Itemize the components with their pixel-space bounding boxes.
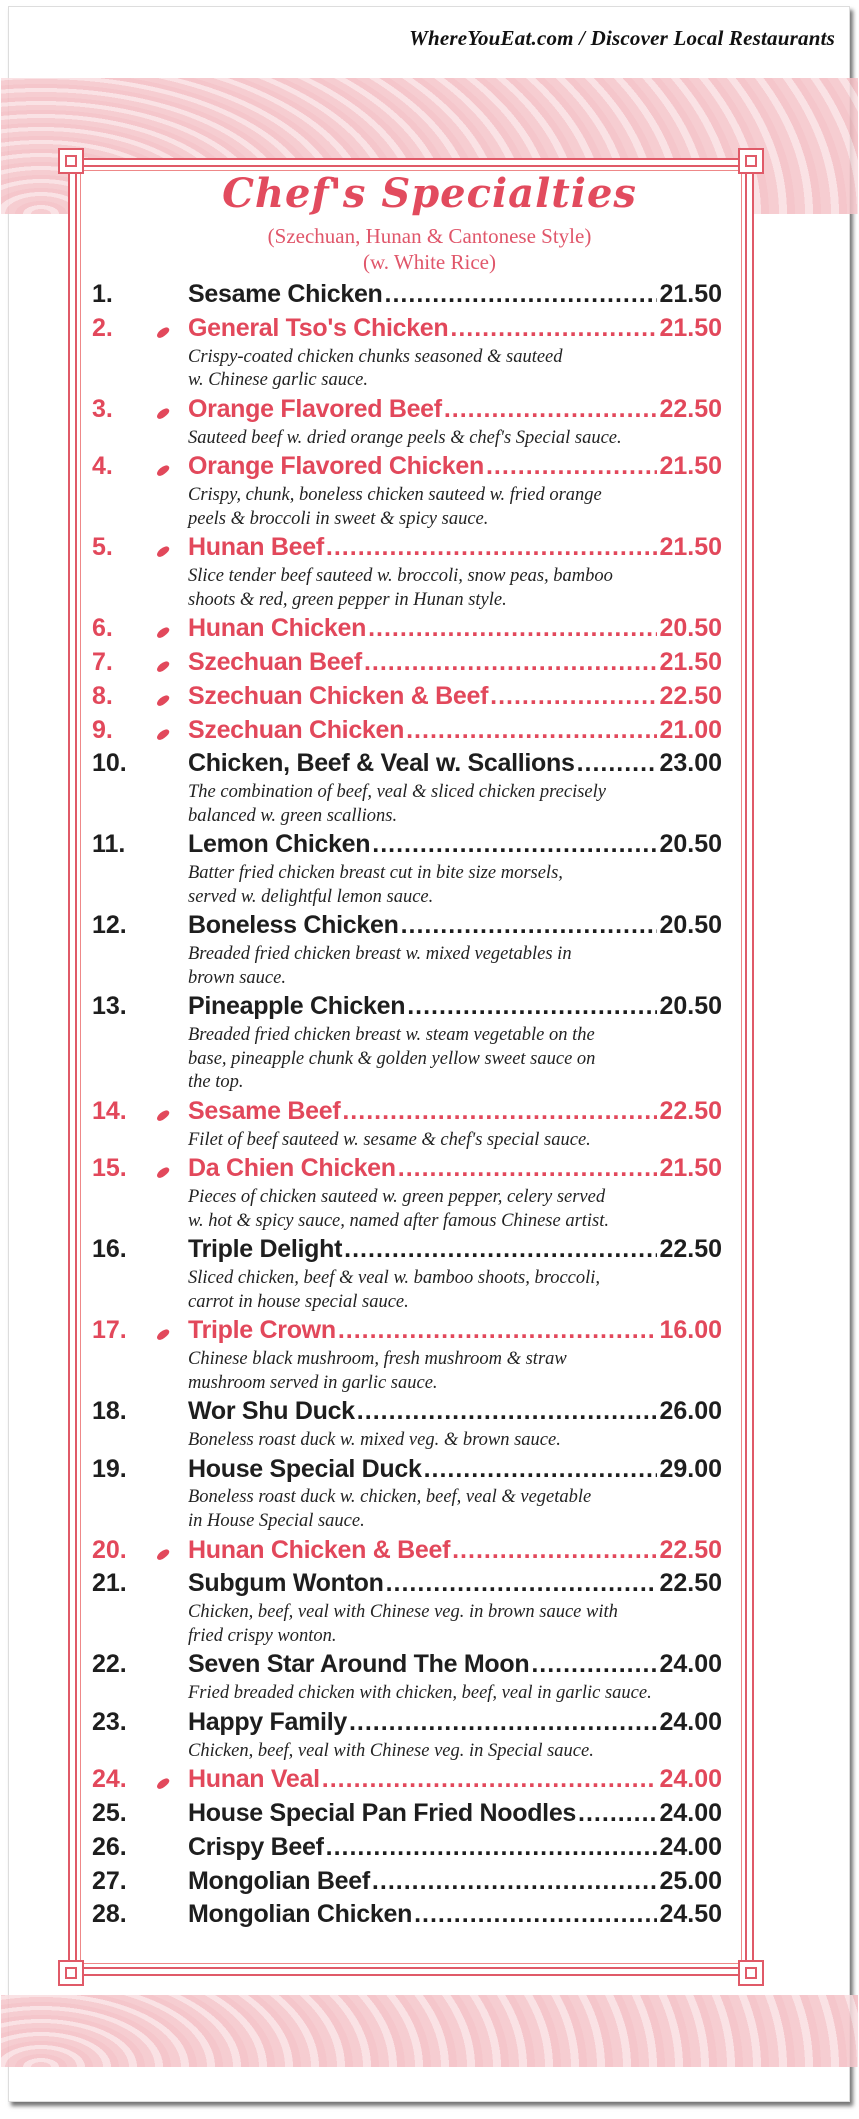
dot-leader bbox=[407, 990, 657, 1024]
item-price: 25.00 bbox=[659, 1866, 722, 1895]
dot-leader bbox=[338, 1314, 658, 1348]
item-number: 9. bbox=[92, 715, 113, 744]
dot-leader bbox=[368, 612, 657, 646]
frame-corner-ornament bbox=[738, 148, 764, 174]
item-name: Szechuan Beef bbox=[188, 647, 362, 676]
item-price: 24.00 bbox=[659, 1650, 722, 1679]
item-price: 22.50 bbox=[659, 1535, 722, 1564]
item-number: 7. bbox=[92, 647, 113, 676]
item-description: Fried breaded chicken with chicken, beef, veal in garlic sauce. bbox=[188, 1683, 652, 1704]
menu-item-row bbox=[92, 612, 722, 646]
item-number: 8. bbox=[92, 681, 113, 710]
item-price: 22.50 bbox=[659, 1569, 722, 1598]
menu-list bbox=[92, 278, 722, 1932]
dot-leader bbox=[386, 1567, 658, 1601]
dot-leader bbox=[326, 531, 658, 565]
item-name: General Tso's Chicken bbox=[188, 313, 449, 342]
menu-item-row bbox=[92, 828, 722, 862]
item-number: 17. bbox=[92, 1316, 127, 1345]
menu-item bbox=[92, 612, 722, 646]
menu-item-row bbox=[92, 1648, 722, 1682]
menu-item-row bbox=[92, 680, 722, 714]
item-name: House Special Duck bbox=[188, 1454, 422, 1483]
dot-leader bbox=[450, 312, 657, 346]
menu-item bbox=[92, 1233, 722, 1314]
item-price: 22.50 bbox=[659, 1235, 722, 1264]
item-description: Sliced chicken, beef & veal w. bamboo shoots, broccoli, bbox=[188, 1268, 601, 1289]
hot-pepper-icon bbox=[156, 1316, 188, 1350]
item-description: Chicken, beef, veal with Chinese veg. in Special sauce. bbox=[188, 1740, 594, 1761]
item-name: Orange Flavored Chicken bbox=[188, 452, 484, 481]
item-price: 20.50 bbox=[659, 911, 722, 940]
dot-leader bbox=[490, 680, 657, 714]
item-description: Pieces of chicken sauteed w. green pepper, celery served bbox=[188, 1187, 606, 1208]
item-price: 23.00 bbox=[659, 749, 722, 778]
item-description: peels & broccoli in sweet & spicy sauce. bbox=[188, 508, 489, 529]
item-price: 21.50 bbox=[659, 280, 722, 308]
menu-item bbox=[92, 990, 722, 1095]
hot-pepper-icon bbox=[156, 648, 188, 682]
dot-leader bbox=[364, 646, 658, 680]
site-watermark: WhereYouEat.com / Discover Local Restaurants bbox=[409, 26, 835, 50]
item-name: Hunan Chicken & Beef bbox=[188, 1535, 451, 1564]
hot-pepper-icon bbox=[156, 314, 188, 348]
item-price: 22.50 bbox=[659, 1096, 722, 1125]
item-description: Crispy, chunk, boneless chicken sauteed w. fried orange bbox=[188, 484, 602, 505]
dot-leader bbox=[372, 1865, 658, 1899]
item-name: Hunan Veal bbox=[188, 1765, 320, 1794]
hot-pepper-icon bbox=[156, 1154, 188, 1188]
section-subtitle: (Szechuan, Hunan & Cantonese Style) bbox=[267, 224, 592, 248]
item-price: 20.50 bbox=[659, 830, 722, 859]
hot-pepper-icon bbox=[156, 1536, 188, 1570]
item-number: 11. bbox=[92, 830, 126, 859]
item-description: Chinese black mushroom, fresh mushroom & straw bbox=[188, 1349, 567, 1370]
menu-item-row bbox=[92, 747, 722, 781]
hot-pepper-icon bbox=[156, 533, 188, 567]
dot-leader bbox=[322, 1763, 658, 1797]
item-price: 16.00 bbox=[659, 1316, 722, 1345]
item-description: Boneless roast duck w. mixed veg. & brown sauce. bbox=[188, 1430, 561, 1450]
item-number: 28. bbox=[92, 1900, 127, 1929]
item-name: Szechuan Chicken bbox=[188, 715, 405, 744]
item-name: Boneless Chicken bbox=[188, 911, 399, 940]
menu-item-row bbox=[92, 1314, 722, 1348]
item-number: 10. bbox=[92, 749, 127, 778]
item-number: 13. bbox=[92, 992, 127, 1021]
menu-item bbox=[92, 1898, 722, 1932]
menu-item bbox=[92, 1453, 722, 1534]
item-name: Lemon Chicken bbox=[188, 830, 371, 859]
menu-item bbox=[92, 1534, 722, 1568]
menu-item bbox=[92, 646, 722, 680]
item-number: 27. bbox=[92, 1866, 127, 1895]
item-price: 26.00 bbox=[659, 1397, 722, 1426]
item-price: 21.50 bbox=[659, 647, 722, 676]
dot-leader bbox=[406, 714, 657, 748]
item-description: Chicken, beef, veal with Chinese veg. in brown sauce with bbox=[188, 1602, 618, 1623]
menu-item bbox=[92, 714, 722, 748]
item-name: Chicken, Beef & Veal w. Scallions bbox=[188, 749, 575, 778]
item-number: 12. bbox=[92, 911, 127, 940]
menu-item-row bbox=[92, 531, 722, 565]
item-description: Filet of beef sauteed w. sesame & chef's special sauce. bbox=[188, 1129, 591, 1150]
frame-corner-ornament bbox=[738, 1960, 764, 1986]
frame-corner-ornament bbox=[58, 148, 84, 174]
menu-item-row bbox=[92, 1095, 722, 1129]
menu-item bbox=[92, 278, 722, 312]
item-name: Triple Delight bbox=[188, 1235, 343, 1264]
hot-pepper-icon bbox=[156, 1765, 188, 1799]
item-price: 22.50 bbox=[659, 394, 722, 423]
item-number: 20. bbox=[92, 1535, 127, 1564]
hot-pepper-icon bbox=[156, 395, 188, 429]
dot-leader bbox=[577, 747, 658, 781]
item-name: Pineapple Chicken bbox=[188, 992, 406, 1021]
menu-item bbox=[92, 312, 722, 393]
item-name: Sesame Beef bbox=[188, 1096, 341, 1125]
item-description: shoots & red, green pepper in Hunan style. bbox=[188, 589, 507, 610]
menu-item bbox=[92, 1648, 722, 1705]
item-number: 22. bbox=[92, 1650, 127, 1679]
item-number: 1. bbox=[92, 280, 113, 308]
item-description: carrot in house special sauce. bbox=[188, 1291, 409, 1312]
dot-leader bbox=[385, 278, 658, 312]
menu-item bbox=[92, 1095, 722, 1152]
item-number: 16. bbox=[92, 1235, 127, 1264]
item-description: Sauteed beef w. dried orange peels & chef's Special sauce. bbox=[188, 427, 622, 448]
menu-item-row bbox=[92, 1534, 722, 1568]
menu-item-row bbox=[92, 1865, 722, 1899]
item-price: 22.50 bbox=[659, 681, 722, 710]
menu-item bbox=[92, 828, 722, 909]
menu-item-row bbox=[92, 450, 722, 484]
item-name: Hunan Chicken bbox=[188, 614, 367, 643]
hot-pepper-icon bbox=[156, 1097, 188, 1131]
item-description: Batter fried chicken breast cut in bite size morsels, bbox=[188, 863, 563, 884]
item-description: Crispy-coated chicken chunks seasoned & sauteed bbox=[188, 346, 563, 367]
menu-item bbox=[92, 1567, 722, 1648]
menu-item-row bbox=[92, 1706, 722, 1740]
dot-leader bbox=[344, 1233, 657, 1267]
menu-item bbox=[92, 1831, 722, 1865]
item-description: brown sauce. bbox=[188, 967, 286, 988]
menu-item-row bbox=[92, 278, 722, 312]
menu-item-row bbox=[92, 1453, 722, 1487]
hot-pepper-icon bbox=[156, 716, 188, 750]
menu-item-row bbox=[92, 646, 722, 680]
item-name: Crispy Beef bbox=[188, 1832, 324, 1861]
menu-item bbox=[92, 909, 722, 990]
menu-item-row bbox=[92, 1567, 722, 1601]
menu-item bbox=[92, 450, 722, 531]
item-description: Breaded fried chicken breast w. mixed vegetables in bbox=[188, 944, 572, 965]
item-number: 19. bbox=[92, 1454, 127, 1483]
dot-leader bbox=[444, 393, 658, 427]
item-price: 24.50 bbox=[659, 1900, 722, 1929]
dot-leader bbox=[349, 1706, 657, 1740]
item-number: 2. bbox=[92, 313, 113, 342]
item-price: 29.00 bbox=[659, 1454, 722, 1483]
item-name: Hunan Beef bbox=[188, 533, 324, 562]
menu-item-row bbox=[92, 909, 722, 943]
hot-pepper-icon bbox=[156, 452, 188, 486]
dot-leader bbox=[452, 1534, 657, 1568]
menu-item-row bbox=[92, 312, 722, 346]
menu-item-row bbox=[92, 714, 722, 748]
item-number: 24. bbox=[92, 1765, 127, 1794]
menu-item-row bbox=[92, 1395, 722, 1429]
menu-item-row bbox=[92, 1898, 722, 1932]
item-description: Breaded fried chicken breast w. steam vegetable on the bbox=[188, 1025, 595, 1046]
item-number: 3. bbox=[92, 394, 113, 423]
dot-leader bbox=[414, 1898, 657, 1932]
menu-item bbox=[92, 1865, 722, 1899]
item-name: Triple Crown bbox=[188, 1316, 336, 1345]
dot-leader bbox=[342, 1095, 657, 1129]
dot-leader bbox=[326, 1831, 658, 1865]
item-name: Subgum Wonton bbox=[188, 1569, 384, 1598]
item-name: Mongolian Chicken bbox=[188, 1900, 413, 1929]
item-price: 21.50 bbox=[659, 452, 722, 481]
item-number: 25. bbox=[92, 1798, 127, 1827]
menu-item bbox=[92, 747, 722, 828]
item-number: 23. bbox=[92, 1707, 127, 1736]
dot-leader bbox=[357, 1395, 658, 1429]
dot-leader bbox=[398, 1152, 658, 1186]
item-number: 6. bbox=[92, 614, 113, 643]
item-name: Happy Family bbox=[188, 1707, 347, 1736]
dot-leader bbox=[578, 1797, 657, 1831]
item-price: 24.00 bbox=[659, 1707, 722, 1736]
item-name: Sesame Chicken bbox=[188, 280, 383, 308]
menu-item bbox=[92, 1152, 722, 1233]
menu-item-row bbox=[92, 1797, 722, 1831]
dot-leader bbox=[401, 909, 658, 943]
menu-item-row bbox=[92, 990, 722, 1024]
dot-leader bbox=[531, 1648, 657, 1682]
item-number: 5. bbox=[92, 533, 113, 562]
item-price: 21.50 bbox=[659, 1154, 722, 1183]
menu-item bbox=[92, 393, 722, 450]
item-number: 4. bbox=[92, 452, 113, 481]
frame-corner-ornament bbox=[58, 1960, 84, 1986]
menu-item-row bbox=[92, 1831, 722, 1865]
item-number: 21. bbox=[92, 1569, 127, 1598]
decorative-band-bottom bbox=[1, 1995, 858, 2067]
item-name: Orange Flavored Beef bbox=[188, 394, 442, 423]
section-title: Chef's Specialties bbox=[222, 170, 637, 217]
item-name: Wor Shu Duck bbox=[188, 1397, 355, 1426]
menu-item bbox=[92, 1763, 722, 1797]
hot-pepper-icon bbox=[156, 614, 188, 648]
dot-leader bbox=[486, 450, 657, 484]
hot-pepper-icon bbox=[156, 682, 188, 716]
item-name: Seven Star Around The Moon bbox=[188, 1650, 530, 1679]
item-description: Boneless roast duck w. chicken, beef, veal & vegetable bbox=[188, 1487, 592, 1508]
item-description: w. Chinese garlic sauce. bbox=[188, 370, 369, 391]
item-name: Da Chien Chicken bbox=[188, 1154, 396, 1183]
item-price: 21.50 bbox=[659, 533, 722, 562]
item-description: The combination of beef, veal & sliced chicken precisely bbox=[188, 782, 606, 803]
dot-leader bbox=[372, 828, 657, 862]
menu-item bbox=[92, 1395, 722, 1452]
menu-item bbox=[92, 1706, 722, 1763]
item-number: 18. bbox=[92, 1397, 127, 1426]
item-description: mushroom served in garlic sauce. bbox=[188, 1372, 438, 1393]
menu-item-row bbox=[92, 393, 722, 427]
item-price: 24.00 bbox=[659, 1765, 722, 1794]
item-description: in House Special sauce. bbox=[188, 1510, 365, 1531]
item-price: 20.50 bbox=[659, 614, 722, 643]
item-description: w. hot & spicy sauce, named after famous Chinese artist. bbox=[188, 1210, 610, 1231]
menu-item-row bbox=[92, 1233, 722, 1267]
menu-item bbox=[92, 1314, 722, 1395]
item-price: 20.50 bbox=[659, 992, 722, 1021]
item-number: 15. bbox=[92, 1154, 127, 1183]
item-description: balanced w. green scallions. bbox=[188, 805, 398, 826]
item-price: 24.00 bbox=[659, 1798, 722, 1827]
menu-item-row bbox=[92, 1763, 722, 1797]
item-name: Szechuan Chicken & Beef bbox=[188, 681, 489, 710]
item-description: base, pineapple chunk & golden yellow sweet sauce on bbox=[188, 1048, 596, 1069]
item-description: the top. bbox=[188, 1072, 244, 1093]
section-subtitle-rice: (w. White Rice) bbox=[363, 250, 496, 274]
item-price: 24.00 bbox=[659, 1832, 722, 1861]
item-price: 21.50 bbox=[659, 313, 722, 342]
item-description: served w. delightful lemon sauce. bbox=[188, 886, 434, 907]
item-price: 21.00 bbox=[659, 715, 722, 744]
item-name: Mongolian Beef bbox=[188, 1866, 370, 1895]
item-description: fried crispy wonton. bbox=[188, 1625, 337, 1646]
menu-item bbox=[92, 680, 722, 714]
item-number: 14. bbox=[92, 1096, 127, 1125]
item-number: 26. bbox=[92, 1832, 127, 1861]
item-description: Slice tender beef sauteed w. broccoli, snow peas, bamboo bbox=[188, 565, 613, 586]
dot-leader bbox=[424, 1453, 658, 1487]
item-name: House Special Pan Fried Noodles bbox=[188, 1798, 577, 1827]
menu-item bbox=[92, 531, 722, 612]
menu-item-row bbox=[92, 1152, 722, 1186]
menu-item bbox=[92, 1797, 722, 1831]
